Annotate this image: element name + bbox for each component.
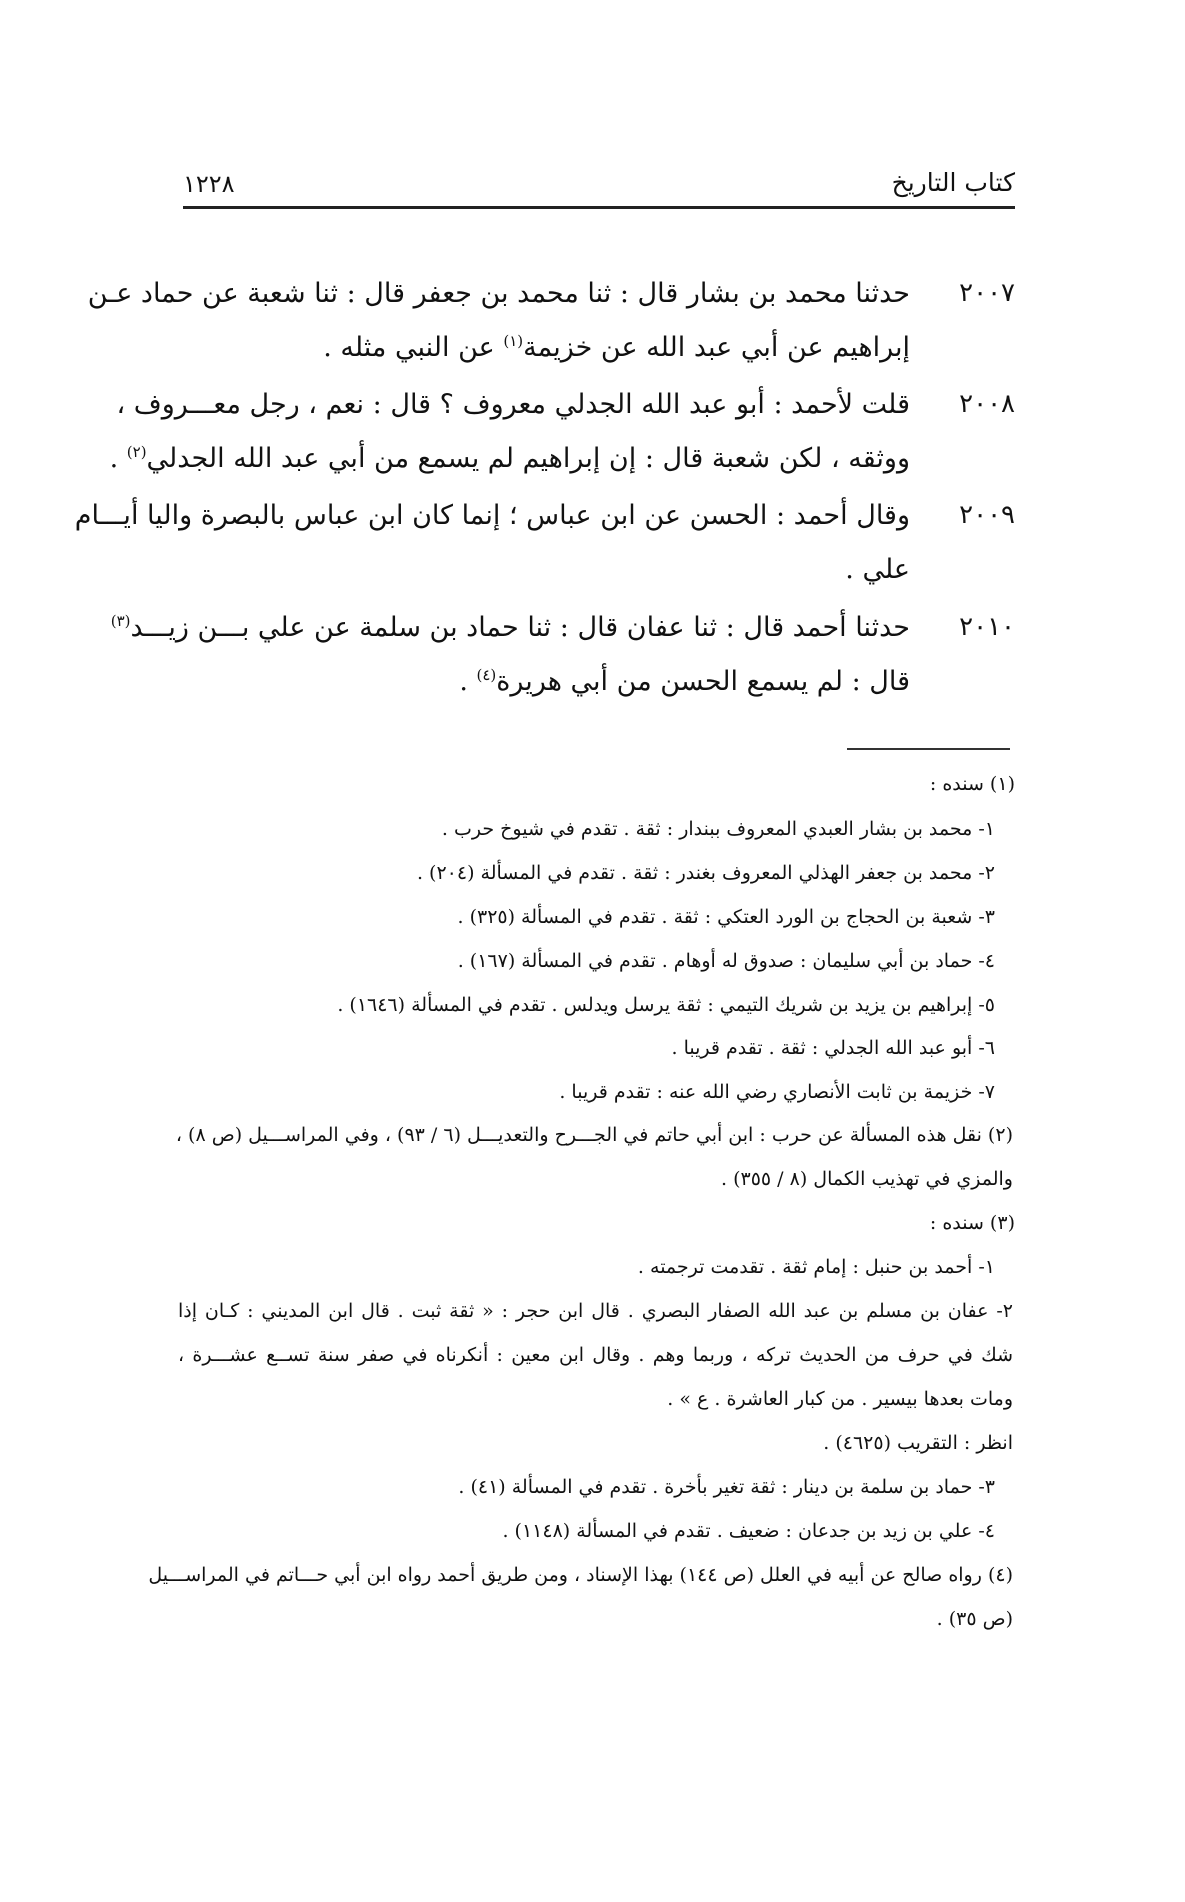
footnote-3-item: شك في حرف من الحديث تركه ، وربما وهم . وقال ابن معين : أنكرناه في صفر سنة تســع عشـــرة ، xyxy=(178,1344,1013,1366)
entry-line: حدثنا محمد بن بشار قال : ثنا محمد بن جعفر قال : ثنا شعبة عن حماد عـن xyxy=(87,278,910,309)
footnote-3-item: ٣- حماد بن سلمة بن دينار : ثقة تغير بأخرة . تقدم في المسألة (٤١) . xyxy=(458,1476,995,1498)
footnote-ref[interactable]: (٢) xyxy=(126,443,147,461)
entry-line xyxy=(183,554,910,585)
footnote-1-item: ٣- شعبة بن الحجاج بن الورد العتكي : ثقة . تقدم في المسألة (٣٢٥) . xyxy=(457,906,995,928)
entry-text: . xyxy=(109,443,127,474)
entry-number: ٢٠٠٩ xyxy=(959,500,1015,530)
entry-line xyxy=(110,612,910,643)
footnote-3-item: ١- أحمد بن حنبل : إمام ثقة . تقدمت ترجمته . xyxy=(637,1256,995,1278)
footnote-4-line: (٤) رواه صالح عن أبيه في العلل (ص ١٤٤) بهذا الإسناد ، ومن طريق أحمد رواه ابن أبي حـــاتم في المراســـيل xyxy=(148,1564,1013,1586)
footnote-4-line: (ص ٣٥) . xyxy=(936,1608,1013,1630)
entry-text: حدثنا أحمد قال : ثنا عفان قال : ثنا حماد بن سلمة عن علي بـــن زيـــد xyxy=(130,612,910,643)
entry-2010 xyxy=(110,612,1015,722)
book-title: كتاب التاريخ xyxy=(891,168,1015,197)
entry-line xyxy=(183,332,910,363)
entry-2008 xyxy=(109,389,1015,499)
footnote-1-item: ٥- إبراهيم بن يزيد بن شريك التيمي : ثقة يرسل ويدلس . تقدم في المسألة (١٦٤٦) . xyxy=(337,994,995,1016)
entry-line xyxy=(109,443,910,474)
footnote-3-item: ٢- عفان بن مسلم بن عبد الله الصفار البصري . قال ابن حجر : « ثقة ثبت . قال ابن المديني : كـان إذا xyxy=(178,1300,1013,1322)
page-number: ١٢٢٨ xyxy=(183,170,235,198)
footnote-separator xyxy=(847,748,1010,750)
entry-number: ٢٠٠٧ xyxy=(959,278,1015,308)
footnote-1-item: ٢- محمد بن جعفر الهذلي المعروف بغندر : ثقة . تقدم في المسألة (٢٠٤) . xyxy=(416,862,995,884)
running-header xyxy=(183,168,1015,209)
footnote-1-item: ٦- أبو عبد الله الجدلي : ثقة . تقدم قريبا . xyxy=(671,1037,995,1059)
footnote-2-line: والمزي في تهذيب الكمال (٨ / ٣٥٥) . xyxy=(720,1168,1013,1190)
entry-number: ٢٠٠٨ xyxy=(959,389,1015,419)
footnote-1-item: ١- محمد بن بشار العبدي المعروف ببندار : ثقة . تقدم في شيوخ حرب . xyxy=(441,818,995,840)
footnote-2-line: (٢) نقل هذه المسألة عن حرب : ابن أبي حاتم في الجـــرح والتعديـــل (٦ / ٩٣) ، وفي المراســـيل (ص ٨) ، xyxy=(175,1124,1013,1146)
entry-text: إبراهيم عن أبي عبد الله عن خزيمة xyxy=(523,332,910,363)
footnote-1-item: ٧- خزيمة بن ثابت الأنصاري رضي الله عنه : تقدم قريبا . xyxy=(559,1081,995,1103)
entry-text: قال : لم يسمع الحسن من أبي هريرة xyxy=(496,666,910,697)
entry-number: ٢٠١٠ xyxy=(959,612,1015,642)
footnote-ref[interactable]: (٤) xyxy=(476,666,497,684)
entry-line: قلت لأحمد : أبو عبد الله الجدلي معروف ؟ قال : نعم ، رجل معـــروف ، xyxy=(116,389,910,420)
footnote-ref[interactable]: (١) xyxy=(503,332,524,350)
footnote-3-item: ٤- علي بن زيد بن جدعان : ضعيف . تقدم في المسألة (١١٤٨) . xyxy=(502,1520,995,1542)
entry-line xyxy=(183,666,910,697)
footnote-1-head: (١) سنده : xyxy=(929,773,1015,795)
entry-text: ووثقه ، لكن شعبة قال : إن إبراهيم لم يسمع من أبي عبد الله الجدلي xyxy=(146,443,910,474)
entry-text: . xyxy=(459,666,477,697)
footnote-3-item: ومات بعدها بيسير . من كبار العاشرة . ع » . xyxy=(667,1388,1013,1410)
entry-line: وقال أحمد : الحسن عن ابن عباس ؛ إنما كان ابن عباس بالبصرة واليا أيـــام xyxy=(74,500,910,531)
footnote-1-item: ٤- حماد بن أبي سليمان : صدوق له أوهام . تقدم في المسألة (١٦٧) . xyxy=(457,950,995,972)
footnote-3-head: (٣) سنده : xyxy=(929,1212,1015,1234)
footnote-3-item: انظر : التقريب (٤٦٢٥) . xyxy=(823,1432,1013,1454)
entry-2009 xyxy=(74,500,1015,610)
footnote-ref[interactable]: (٣) xyxy=(110,612,131,630)
entry-text: عن النبي مثله . xyxy=(323,332,504,363)
entry-2007 xyxy=(87,278,1015,388)
entry-text: علي . xyxy=(845,554,910,585)
